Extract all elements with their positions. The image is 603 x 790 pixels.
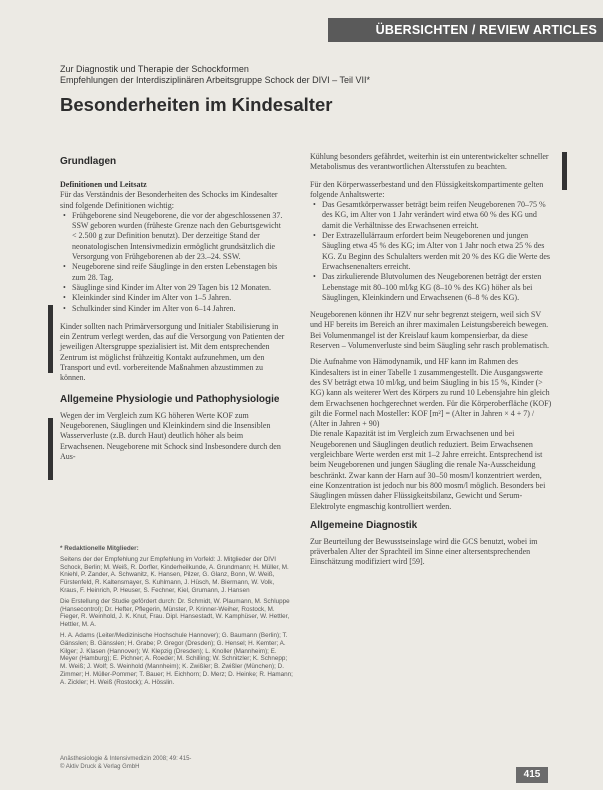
physiologie-paragraph: Wegen der im Vergleich zum KG höheren Werte KOF zum Neugeborenen, Säuglingen und Kleinkindern sind die Insensiblen Wasserverluste (z.B. durch Haut) deutlich höher als beim Erwachsenen. Neugeborene mit Schock sind Insbesondere durch den Aus- — [60, 410, 281, 461]
section-heading-physiologie: Allgemeine Physiologie und Pathophysiologie — [60, 393, 280, 405]
list-item: • Das zirkulierende Blutvolumen des Neugeborenen beträgt der ersten Lebenstage mit 80–100 ml/kg KG (8–10 % des KG) höher als bei Säuglingen, Kleinkindern und Erwachsenen (6–8 % des KG). — [322, 272, 552, 303]
intro-paragraph: Für das Verständnis der Besonderheiten des Schocks im Kindesalter sind folgende Definitionen wichtig: — [60, 190, 278, 210]
list-item: • Schulkinder sind Kinder im Alter von 6–14 Jahren. — [72, 304, 287, 314]
list-item: • Frühgeborene sind Neugeborene, die vor der abgeschlossenen 37. SSW geboren wurden (früheste Grenze nach den Geburtsgewicht < 2.500 g zur Definition benutzt). Der derzeitige Stand der neonatologischen Intensivmedizin ermöglicht grundsätzlich die Versorgung von Frühgeborenen ab der 23.–24. SSW. — [72, 211, 287, 262]
footnote-paragraph: H. A. Adams (Leiter/Medizinische Hochschule Hannover); G. Baumann (Berlin); T. Gänsslen; B. Gänsslen; H. Grabe; P. Gregor (Dresden); G. Hensel; H. Kemter; A. Kilger; J. Klasen (Hannover); W. Klepzig (Dresden); L. Knoller (Mannheim); E. Meyer (Hamburg); E. Pichner; A. Roeder; M. Schilling; W. Schnitzler; K. Schnepp; M. Weiß; J. Wolf; S. Weinhold (Mannheim); K. Zwißler; B. Zwißler (München); D. Zimmer; H. Müller-Pommer; T. Bauer; H. Eichhorn; D. Merz; D. Heinke; R. Hamann; A. Zickler; H. Weiß (Rostock); A. Hösslin. — [60, 631, 293, 686]
paragraph: Zur Beurteilung der Bewusstseinslage wird die GCS benutzt, wobei im präverbalen Alter der Sprachteil im Sinne einer altersentsprechenden Einschätzung modifiziert wird [59]. — [310, 536, 538, 567]
margin-marker-bar — [562, 152, 567, 190]
compartments-list — [310, 200, 552, 303]
paragraph: Kühlung besonders gefährdet, weiterhin ist ein unterentwickelter schneller Metabolismus des verantwortlichen Altersstufen zu beachten. — [310, 152, 549, 172]
paragraph: Neugeborenen können ihr HZV nur sehr begrenzt steigern, weil sich SV und HF bereits im Bereich an ihrer maximalen Leistungsbereich bewegen. Bei Volumenmangel ist der Kreislauf kaum kompensierbar, da diese Reserven – Volumenverluste sind beim Säugling sehr rasch problematisch. — [310, 310, 549, 351]
transfer-paragraph: Kinder sollten nach Primärversorgung und Initialer Stabilisierung in ein Zentrum verlegt werden, das auf die Versorgung von Patienten der jeweiligen Altersgruppe spezialisiert ist. Mit dem entsprechenden Zentrum ist möglichst frühzeitig Kontakt aufzunehmen, um den Transport und evtl. vorbereitende Maßnahmen abzustimmen zu können. — [60, 321, 285, 383]
right-column — [310, 152, 552, 568]
series-title: Zur Diagnostik und Therapie der Schockformen — [60, 64, 249, 74]
series-subtitle: Empfehlungen der Interdisziplinären Arbeitsgruppe Schock der DIVI – Teil VII* — [60, 75, 371, 85]
journal-citation: Anästhesiologie & Intensivmedizin 2008; 49: 415- — [60, 756, 192, 762]
page-number: 415 — [516, 767, 548, 783]
margin-marker-bar — [48, 418, 53, 480]
paragraph: Die Aufnahme von Hämodynamik, und HF kann im Rahmen des Kindesalters ist in einer Tabelle 1 zusammengestellt. Die Ausgangswerte des SV beträgt etwa 10 ml/kg, und beim Säugling in bis 15 %, Kinder (> KG) kann als weiterer Wert des Körpers zu rund 10 Lebensjahre hin gleich dem Erwachsenen hochgerechnet werden. Für die Körperoberfläche (KOF) gilt die Formel nach Mosteller: KOF [m²] = (Alter in Jahren × 4 + 7) / (Alter in Jahren + 90) — [310, 357, 552, 429]
journal-footer — [60, 756, 191, 771]
section-heading-grundlagen: Grundlagen — [60, 156, 117, 167]
subheading-definitionen: Definitionen und Leitsatz — [60, 180, 147, 189]
footnotes — [60, 545, 294, 690]
list-item: • Das Gesamtkörperwasser beträgt beim reifen Neugeborenen 70–75 % des KG, im Alter von 1 Jahr verändert wird etwa 60 % des KG und damit die Verhältnisse des Erwachsenen erreicht. — [322, 200, 552, 231]
list-item: • Der Extrazellulärraum erfordert beim Neugeborenen und jungen Säugling etwa 45 % des KG; im Alter von 1 Jahr noch etwa 25 % des KG. Zu Beginn des Schulalters werden mit 20 % des KG die Werte des Erwachsenenalters erreicht. — [322, 231, 552, 272]
footnote-paragraph: Seitens der der Empfehlung zur Empfehlung im Vorfeld: J. Mitglieder der DIVI Schock, Berlin; M. Weiß, R. Dorfler, Kinderheilkunde, A. Grundmann; H. Müller, M. Kniehl, P. Zander, A. Schwanitz, K. Hansen, Pilzer, G. Glanz, Bonn, W. Weiß, Fürstenfeld, R. Kaltensmayer, S. Kuhlmann, J. Hüsch, M. Biermann, W. Volk, Kraus, F. Heinrich, P. Heuser, S. Fechner, Kiel, Grumann, J. Hansen — [60, 555, 289, 594]
publisher-line: © Aktiv Druck & Verlag GmbH — [60, 763, 140, 770]
footnote-paragraph: Die Erstellung der Studie gefördert durch: Dr. Schmidt, W. Plaumann, M. Schluppe (Hansecontrol); Dr. Hefter, Pflegerin, Münster, P. Krinner-Weiher, Rostock, M. Fieger, R. Weinhold, J. K. Knut, Frau. Dipl. Hansestadt, W. Kamphüser, W. Hettler, Hettler, M. A. — [60, 597, 290, 629]
footnote-header: * Redaktionelle Mitglieder: — [60, 545, 139, 552]
margin-marker-bar — [48, 305, 53, 373]
section-heading-diagnostik: Allgemeine Diagnostik — [310, 519, 418, 531]
definitions-list — [60, 211, 287, 314]
list-item: • Kleinkinder sind Kinder im Alter von 1–5 Jahren. — [72, 293, 287, 303]
left-column — [60, 156, 287, 462]
paragraph: Für den Körperwasserbestand und den Flüssigkeitskompartimente gelten folgende Anhaltswerte: — [310, 179, 544, 199]
paragraph: Die renale Kapazität ist im Vergleich zum Erwachsenen und bei Neugeborenen und Säuglingen deutlich reduziert. Beim Erwachsenen vergleichbare Werte werden erst mit 1–2 Jahre erreicht. Entsprechend ist beim Neugeborenen und jungen Säugling die renale Na-Ausscheidung beschränkt. Zwar kann der Harn auf 30–50 mosm/l konzentriert werden, eine Konzentration ist jedoch nur bis 800 mosm/l möglich. Besonders bei Säuglingen müssen daher Flüssigkeitsbilanz, Gewicht und Serum-Elektrolyte engmaschig kontrolliert werden. — [310, 429, 546, 511]
list-item: • Säuglinge sind Kinder im Alter von 29 Tagen bis 12 Monaten. — [72, 283, 287, 293]
article-title: Besonderheiten im Kindesalter — [60, 94, 333, 115]
list-item: • Neugeborene sind reife Säuglinge in den ersten Lebenstagen bis zum 28. Tag. — [72, 262, 287, 283]
section-banner: ÜBERSICHTEN / REVIEW ARTICLES — [328, 18, 603, 42]
